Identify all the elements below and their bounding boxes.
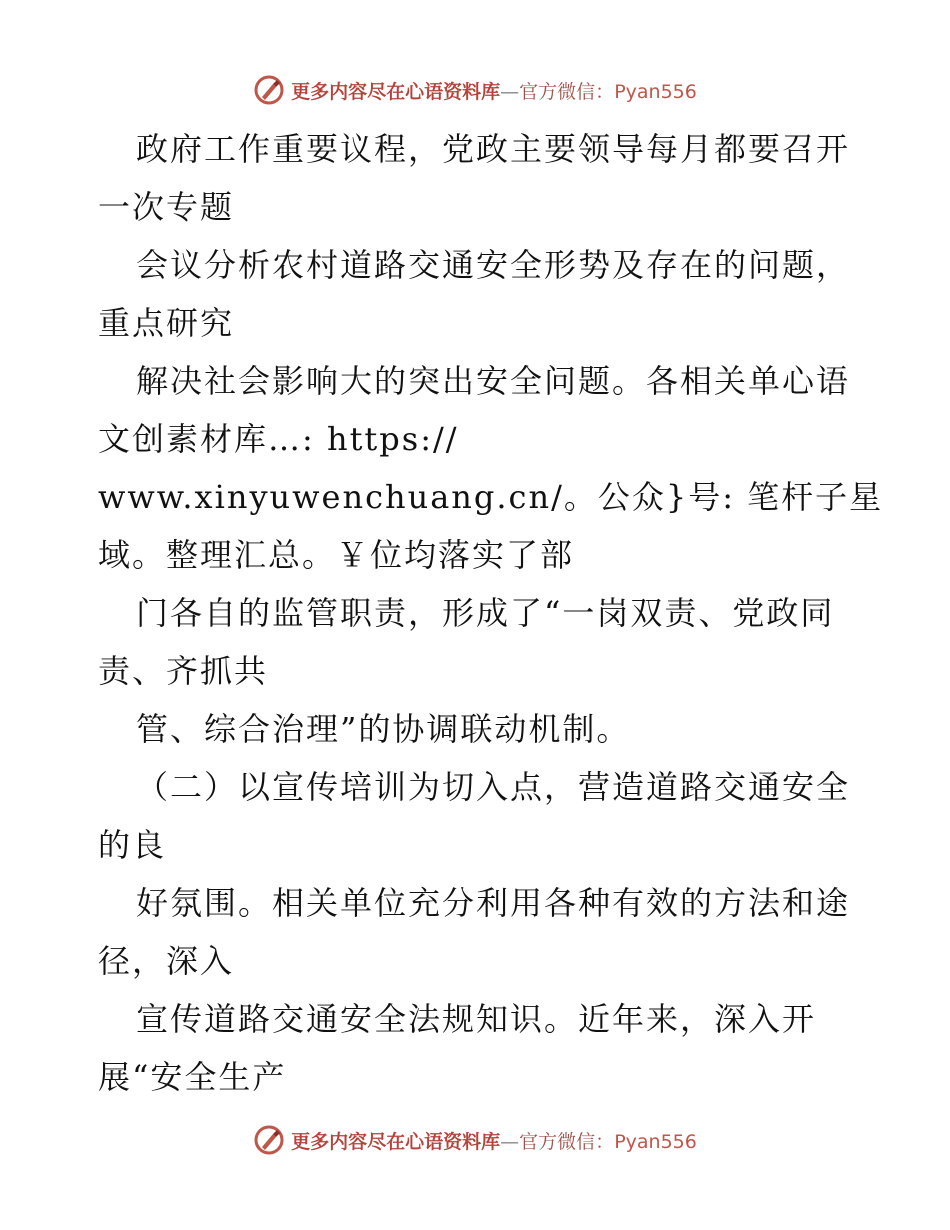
- footer-separator: —: [500, 1130, 520, 1153]
- text-line-14: 好氛围。相关单位充分利用各种有效的方法和途: [136, 884, 851, 922]
- text-line-4: 重点研究: [98, 304, 235, 342]
- text-line-3: 会议分析农村道路交通安全形势及存在的问题，: [136, 246, 851, 284]
- footer-banner-text: [291, 1127, 697, 1154]
- text-line-9: 门各自的监管职责，形成了“一岗双责、党政同: [136, 594, 835, 632]
- header-official-label: 官方微信：: [519, 80, 615, 103]
- pen-logo-icon: [253, 1124, 285, 1156]
- text-line-1: 政府工作重要议程，党政主要领导每月都要召开: [136, 130, 851, 168]
- text-line-7: www.xinyuwenchuang.cn/。公众}号: 笔杆子星: [98, 478, 884, 516]
- text-line-12: （二）以宣传培训为切入点，营造道路交通安全: [136, 768, 851, 806]
- footer-wechat-id: Pyan556: [614, 1130, 697, 1153]
- text-line-6: 文创素材库…: https://: [98, 420, 459, 458]
- text-line-15: 径，深入: [98, 942, 235, 980]
- footer-brand: 更多内容尽在心语资料库: [291, 1130, 501, 1153]
- text-line-5: 解决社会影响大的突出安全问题。各相关单心语: [136, 362, 851, 400]
- text-line-10: 责、齐抓共: [98, 652, 269, 690]
- text-line-17: 展“安全生产: [98, 1058, 287, 1096]
- text-line-8: 域。整理汇总。￥位均落实了部: [98, 536, 575, 574]
- footer-banner: [0, 1118, 950, 1162]
- footer-official-label: 官方微信：: [519, 1130, 615, 1153]
- header-wechat-id: Pyan556: [614, 80, 697, 103]
- header-separator: —: [500, 80, 520, 103]
- document-body: [98, 120, 884, 1106]
- header-brand: 更多内容尽在心语资料库: [291, 80, 501, 103]
- text-line-16: 宣传道路交通安全法规知识。近年来，深入开: [136, 1000, 817, 1038]
- header-banner-text: [291, 77, 697, 104]
- text-line-2: 一次专题: [98, 188, 235, 226]
- header-banner: [0, 68, 950, 112]
- text-line-11: 管、综合治理”的协调联动机制。: [136, 710, 631, 748]
- pen-logo-icon: [253, 74, 285, 106]
- text-line-13: 的良: [98, 826, 167, 864]
